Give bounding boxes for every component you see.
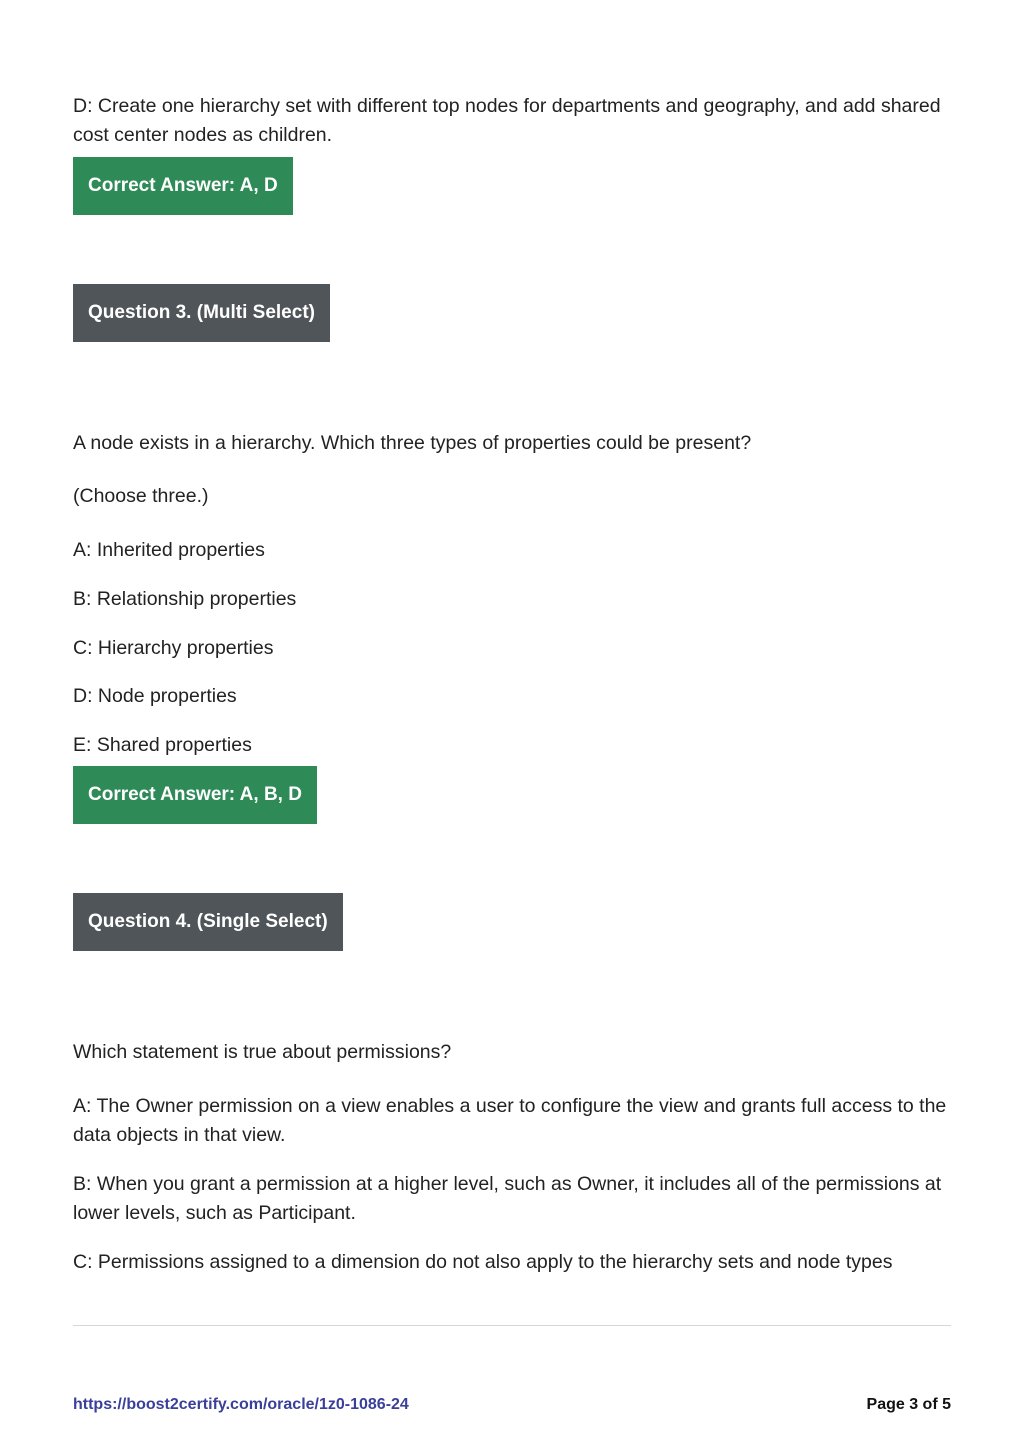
q3-option-c: C: Hierarchy properties bbox=[73, 637, 274, 659]
footer-divider bbox=[73, 1325, 951, 1326]
q3-option-d: D: Node properties bbox=[73, 685, 237, 707]
q2-correct-answer-badge: Correct Answer: A, D bbox=[73, 157, 293, 215]
q3-header-badge: Question 3. (Multi Select) bbox=[73, 284, 330, 342]
q3-question-text: A node exists in a hierarchy. Which three types of properties could be present? bbox=[73, 432, 752, 454]
q4-header-badge: Question 4. (Single Select) bbox=[73, 893, 343, 951]
page-number: Page 3 of 5 bbox=[866, 1396, 951, 1413]
q3-option-e: E: Shared properties bbox=[73, 734, 252, 756]
q4-question-text: Which statement is true about permissions? bbox=[73, 1041, 452, 1063]
q3-option-a: A: Inherited properties bbox=[73, 539, 265, 561]
q4-option-c: C: Permissions assigned to a dimension do not also apply to the hierarchy sets and node types bbox=[73, 1251, 893, 1273]
q3-option-b: B: Relationship properties bbox=[73, 588, 297, 610]
q3-correct-answer-badge: Correct Answer: A, B, D bbox=[73, 766, 317, 824]
q4-option-a: A: The Owner permission on a view enables a user to configure the view and grants full access to the data objects in that view. bbox=[73, 1095, 947, 1146]
q2-option-d: D: Create one hierarchy set with different top nodes for departments and geography, and add shared cost center nodes as children. bbox=[73, 95, 941, 146]
q3-instruction: (Choose three.) bbox=[73, 485, 209, 507]
footer-url-link[interactable]: https://boost2certify.com/oracle/1z0-1086-24 bbox=[73, 1396, 409, 1413]
q4-option-b: B: When you grant a permission at a higher level, such as Owner, it includes all of the permissions at lower levels, such as Participant. bbox=[73, 1173, 942, 1224]
